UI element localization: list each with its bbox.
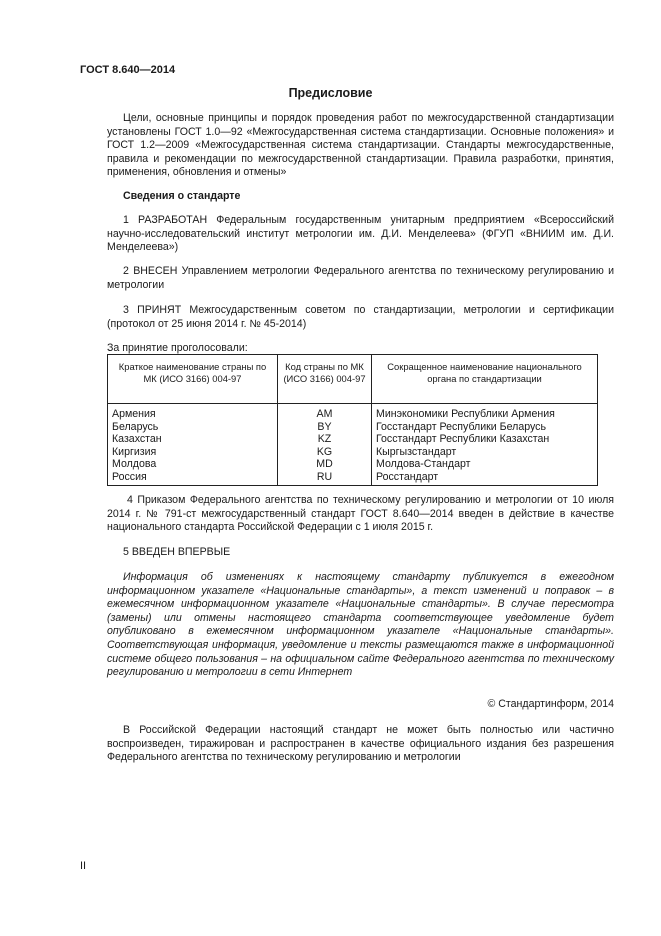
info-item-3 <box>107 304 614 331</box>
table-row <box>108 433 598 446</box>
page-title: Предисловие <box>288 86 373 100</box>
table-row <box>108 404 598 421</box>
notice <box>107 571 614 680</box>
table-row <box>108 471 598 485</box>
table-cell-code: AM <box>278 404 372 421</box>
table-cell-body: Госстандарт Республики Беларусь <box>372 421 598 434</box>
table-cell-country: Казахстан <box>108 433 278 446</box>
notice-text: Информация об изменениях к настоящему стандарту публикуется в ежегодном информационном указателе «Национальные стандарты», а текст изменений и поправок – в ежемесячном информационном указателе «Национальные стандарты». В случае пересмотра (замены) или отмены настоящего стандарта соответствующее уведомление будет опубликовано в ежемесячном информационном указателе «Национальные стандарты». Соответствующая информация, уведомление и тексты размещаются также в информационной системе общего пользования – на официальном сайте Федерального агентства по техническому регулированию и метрологии в сети Интернет <box>107 571 614 679</box>
voting-table <box>107 354 598 486</box>
table-header-row <box>108 355 598 404</box>
rights-notice <box>107 724 614 765</box>
rights-notice-text: В Российской Федерации настоящий стандарт не может быть полностью или частично воспроизведен, тиражирован и распространен в качестве официального издания без разрешения Федерального агентства по техническому регулированию и метрологии <box>107 724 614 764</box>
table-cell-code: KG <box>278 446 372 459</box>
table-cell-body: Кыргызстандарт <box>372 446 598 459</box>
table-cell-country: Россия <box>108 471 278 485</box>
table-cell-code: KZ <box>278 433 372 446</box>
table-cell-body: Минэкономики Республики Армения <box>372 404 598 421</box>
info-item-1 <box>107 214 614 255</box>
table-row <box>108 421 598 434</box>
page-number: II <box>80 860 87 872</box>
table-header-code: Код страны по МК (ИСО 3166) 004-97 <box>278 355 372 404</box>
info-item-3-text: 3 ПРИНЯТ Межгосударственным советом по стандартизации, метрологии и сертификации (протокол от 25 июня 2014 г. № 45-2014) <box>107 304 614 330</box>
table-cell-body: Госстандарт Республики Казахстан <box>372 433 598 446</box>
table-row <box>108 446 598 459</box>
table-cell-country: Беларусь <box>108 421 278 434</box>
info-item-4-text: 4 Приказом Федерального агентства по техническому регулированию и метрологии от 10 июля 2014 г. № 791-ст межгосударственный стандарт ГОСТ 8.640—2014 введен в действие в качестве национального стандарта Российской Федерации с 1 июля 2015 г. <box>107 494 614 534</box>
table-cell-body: Росстандарт <box>372 471 598 485</box>
table-header-body: Сокращенное наименование национального органа по стандартизации <box>372 355 598 404</box>
foreword-intro <box>107 112 614 180</box>
table-header-country: Краткое наименование страны по МК (ИСО 3166) 004-97 <box>108 355 278 404</box>
table-cell-body: Молдова-Стандарт <box>372 458 598 471</box>
table-cell-country: Молдова <box>108 458 278 471</box>
standard-number: ГОСТ 8.640—2014 <box>80 64 176 76</box>
table-cell-country: Армения <box>108 404 278 421</box>
copyright: © Стандартинформ, 2014 <box>487 698 614 710</box>
info-item-2-text: 2 ВНЕСЕН Управлением метрологии Федерального агентства по техническому регулированию и метрологии <box>107 265 614 291</box>
info-heading: Сведения о стандарте <box>123 190 241 202</box>
table-row <box>108 458 598 471</box>
foreword-intro-text: Цели, основные принципы и порядок проведения работ по межгосударственной стандартизации установлены ГОСТ 1.0—92 «Межгосударственная система стандартизации. Основные положения» и ГОСТ 1.2—2009 «Межгосударственная система стандартизации. Стандарты межгосударственные, правила и рекомендации по межгосударственной стандартизации. Правила разработки, принятия, применения, обновления и отмены» <box>107 112 614 179</box>
info-item-4 <box>107 494 614 535</box>
table-cell-code: BY <box>278 421 372 434</box>
info-item-5: 5 ВВЕДЕН ВПЕРВЫЕ <box>123 546 231 558</box>
table-cell-code: RU <box>278 471 372 485</box>
table-cell-country: Киргизия <box>108 446 278 459</box>
voted-caption: За принятие проголосовали: <box>107 342 248 354</box>
info-item-2 <box>107 265 614 292</box>
info-item-1-text: 1 РАЗРАБОТАН Федеральным государственным унитарным предприятием «Всероссийский научно-исследовательский институт метрологии им. Д.И. Менделеева» (ФГУП «ВНИИМ им. Д.И. Менделеева») <box>107 214 614 254</box>
table-cell-code: MD <box>278 458 372 471</box>
